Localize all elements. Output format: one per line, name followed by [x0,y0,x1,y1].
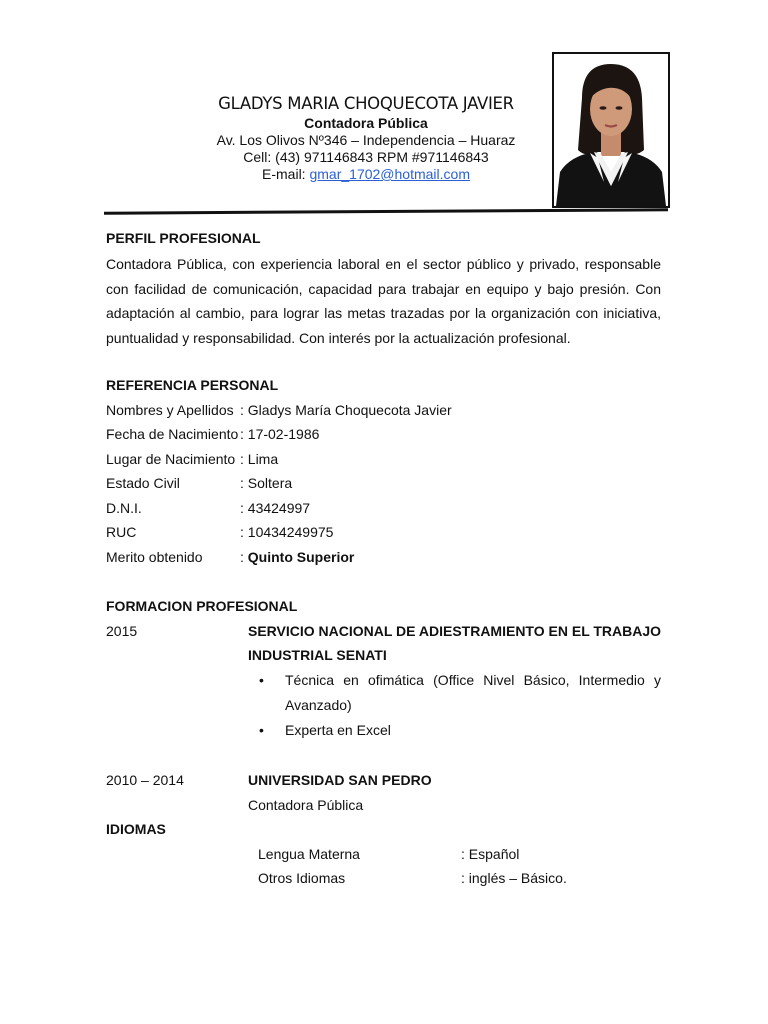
full-name: GLADYS MARIA CHOQUECOTA JAVIER [218,94,514,113]
idioma-label-otros: Otros Idiomas [258,870,346,886]
formacion-institution-senati-line1: SERVICIO NACIONAL DE ADIESTRAMIENTO EN EL TRABAJO [248,623,662,639]
idiomas-heading: IDIOMAS [106,821,166,837]
bullet-icon: • [259,672,264,688]
formacion-bullet-excel: Experta en Excel [285,722,391,738]
cv-header [150,93,582,183]
ref-merito-bold: Quinto Superior [247,549,355,565]
email-link[interactable]: gmar_1702@hotmail.com [309,166,470,182]
email-label: E-mail: [262,166,310,182]
formacion-institution-senati-line2: INDUSTRIAL SENATI [248,647,387,663]
ref-value-fecha: : 17-02-1986 [240,426,320,442]
ref-value-lugar: : Lima [240,451,279,467]
ref-value-nombres: : Gladys María Choquecota Javier [240,402,452,418]
ref-label-nombres: Nombres y Apellidos [106,402,234,418]
phone: Cell: (43) 971146843 RPM #971146843 [243,149,489,165]
perfil-text: Contadora Pública, con experiencia laboral en el sector público y privado, responsable con facilidad de comunicación, capacidad para trabajar en equipo y bajo presión. Con adaptación al cambio, para lograr las metas trazadas por la organización con iniciativa, puntualidad y responsabilidad. Con interés por la actualización profesional. [106,256,661,346]
address: Av. Los Olivos Nº346 – Independencia – Huaraz [216,132,516,148]
ref-value-dni: : 43424997 [240,500,311,516]
ref-label-dni: D.N.I. [106,500,142,516]
formacion-year-senati: 2015 [106,623,138,639]
formacion-degree-usp: Contadora Pública [248,797,364,813]
formacion-bullet-ofimatica: Técnica en ofimática (Office Nivel Básico, Intermedio y Avanzado) [285,672,661,713]
ref-value-merito [240,549,354,566]
profile-photo [552,52,670,208]
bullet-icon: • [259,722,264,738]
ref-label-fecha: Fecha de Nacimiento [106,426,239,442]
formacion-heading: FORMACION PROFESIONAL [106,598,298,614]
formacion-year-usp: 2010 – 2014 [106,772,184,788]
ref-label-lugar: Lugar de Nacimiento [106,451,236,467]
email-line [150,166,582,183]
idioma-value-materna: : Español [461,846,520,862]
ref-label-estado: Estado Civil [106,475,180,491]
referencia-heading: REFERENCIA PERSONAL [106,377,279,393]
idioma-value-otros: : inglés – Básico. [461,870,567,886]
formacion-institution-usp: UNIVERSIDAD SAN PEDRO [248,772,432,788]
ref-colon-merito: : [240,549,248,565]
idioma-label-materna: Lengua Materna [258,846,360,862]
portrait-image [554,54,668,206]
perfil-heading: PERFIL PROFESIONAL [106,230,261,246]
ref-label-ruc: RUC [106,524,137,540]
profession-title: Contadora Pública [304,115,428,131]
ref-value-ruc: : 10434249975 [240,524,334,540]
header-divider [104,208,668,214]
ref-value-estado: : Soltera [240,475,293,491]
ref-label-merito: Merito obtenido [106,549,203,565]
